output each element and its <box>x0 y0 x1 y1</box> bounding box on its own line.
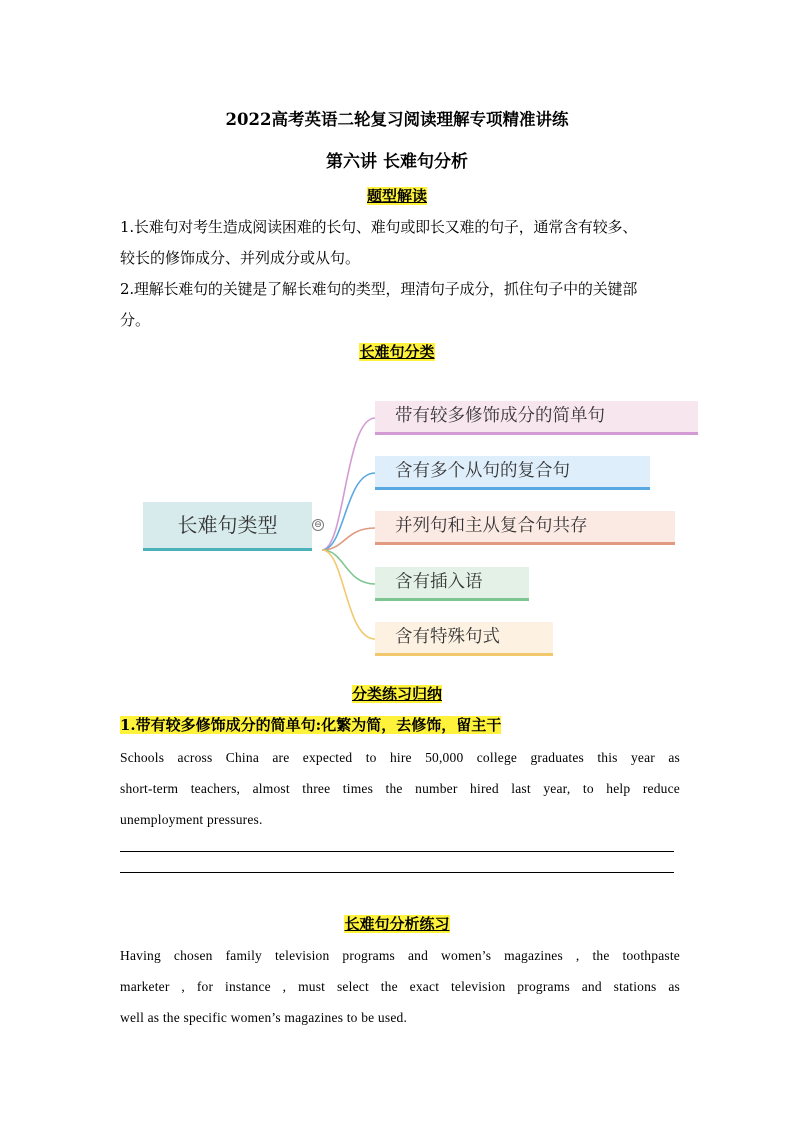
heading-text: 长难句分类 <box>359 343 435 361</box>
answer-line[interactable] <box>120 851 674 852</box>
main-title: 2022高考英语二轮复习阅读理解专项精准讲练 <box>225 110 569 129</box>
text-line: marketer , for instance , must select the exact television programs and stations as <box>120 979 680 994</box>
mindmap-branch-node: 含有多个从句的复合句 <box>375 456 650 490</box>
text-line: Schools across China are expected to hire 50,000 college graduates this year as <box>120 750 680 765</box>
text-line: 1.长难句对考生造成阅读困难的长句、难句或即长又难的句子，通常含有较多、 <box>120 218 638 236</box>
heading-text: 题型解读 <box>366 187 427 205</box>
mindmap-branch-node: 含有插入语 <box>375 567 529 601</box>
heading-text: 长难句分析练习 <box>344 915 450 933</box>
section-heading-analysis-practice <box>0 913 794 934</box>
mindmap-branch-node: 并列句和主从复合句共存 <box>375 511 675 545</box>
subheading-text: 1.带有较多修饰成分的简单句:化繁为简，去修饰，留主干 <box>120 716 502 734</box>
mindmap-branch-node: 带有较多修饰成分的简单句 <box>375 401 698 435</box>
text-line: 较长的修饰成分、并列成分或从句。 <box>120 249 361 267</box>
answer-line[interactable] <box>120 872 674 873</box>
section-heading-practice-summary <box>0 683 794 704</box>
connector-1 <box>322 418 375 550</box>
connector-5 <box>322 550 375 639</box>
text-line: unemployment pressures. <box>120 812 263 827</box>
lecture-title: 第六讲 长难句分析 <box>326 152 468 172</box>
text-line: 2.理解长难句的关键是了解长难句的类型，理清句子成分，抓住句子中的关键部 <box>120 280 638 298</box>
text-line: short-term teachers, almost three times the number hired last year, to help reduce <box>120 781 680 796</box>
practice-sentence <box>120 940 680 1033</box>
collapse-icon[interactable]: ⊖ <box>312 519 324 531</box>
connector-2 <box>322 473 375 550</box>
mindmap-root-node: 长难句类型 <box>143 502 312 551</box>
subheading <box>120 714 501 735</box>
heading-text: 分类练习归纳 <box>351 685 442 703</box>
text-line: well as the specific women’s magazines to be used. <box>120 1010 408 1025</box>
text-line: Having chosen family television programs and women’s magazines , the toothpaste <box>120 948 680 963</box>
mindmap-branch-node: 含有特殊句式 <box>375 622 553 656</box>
example-sentence <box>120 742 680 835</box>
text-line: 分。 <box>120 311 151 329</box>
